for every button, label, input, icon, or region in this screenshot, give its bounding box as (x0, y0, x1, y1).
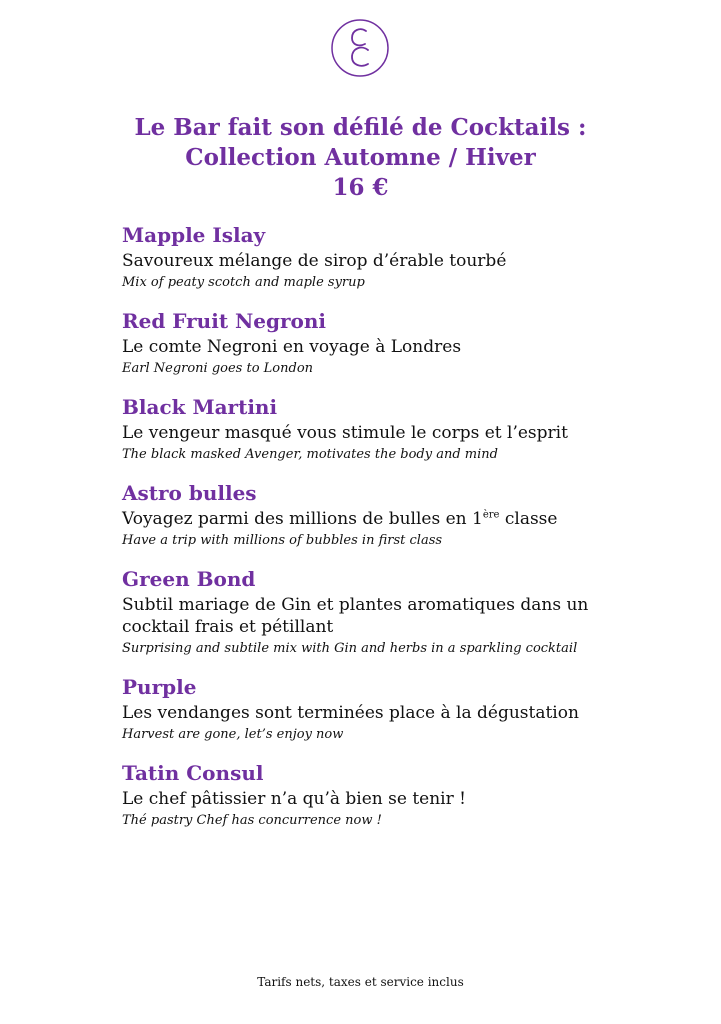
ordinal-suffix: ère (482, 509, 500, 521)
cocktail-description-en: Mix of peaty scotch and maple syrup (122, 275, 365, 290)
cocktail-item (122, 392, 602, 465)
cocktail-item (122, 672, 602, 745)
title-line-2: Collection Automne / Hiver (185, 144, 536, 171)
title-line-1: Le Bar fait son défilé de Cocktails : (134, 114, 587, 141)
cocktail-description-en: Earl Negroni goes to London (122, 361, 314, 376)
cc-monogram-logo (330, 18, 390, 78)
cocktail-name: Green Bond (122, 567, 256, 591)
cocktail-name: Purple (122, 675, 197, 699)
cocktail-item (122, 758, 602, 831)
cocktail-item (122, 478, 602, 551)
cocktail-description-fr (122, 508, 602, 530)
cocktail-name: Astro bulles (122, 481, 257, 505)
cocktail-description-en: Thé pastry Chef has concurrence now ! (122, 813, 382, 828)
cocktail-description-en: Harvest are gone, let’s enjoy now (122, 727, 344, 742)
cocktail-description-fr: Le vengeur masqué vous stimule le corps et l’esprit (122, 423, 568, 443)
cocktail-name: Black Martini (122, 395, 278, 419)
cocktail-description-fr: Savoureux mélange de sirop d’érable tourbé (122, 251, 507, 271)
cocktail-list (122, 220, 602, 844)
menu-title (0, 113, 721, 203)
cocktail-description-fr: Subtil mariage de Gin et plantes aromatiques dans un cocktail frais et pétillant (122, 595, 589, 637)
cocktail-description-fr: Le comte Negroni en voyage à Londres (122, 337, 462, 357)
cocktail-name: Mapple Islay (122, 223, 266, 247)
cocktail-item (122, 564, 602, 659)
cocktail-item (122, 306, 602, 379)
cocktail-item (122, 220, 602, 293)
description-text: classe (499, 509, 558, 529)
description-text: Voyagez parmi des millions de bulles en 1 (122, 509, 483, 529)
cocktail-description-fr: Le chef pâtissier n’a qu’à bien se tenir ! (122, 789, 466, 809)
cocktail-name: Red Fruit Negroni (122, 309, 327, 333)
price: 16 € (332, 174, 389, 201)
cocktail-description-en: The black masked Avenger, motivates the body and mind (122, 447, 498, 462)
cocktail-name: Tatin Consul (122, 761, 264, 785)
cocktail-description-en: Surprising and subtile mix with Gin and herbs in a sparkling cocktail (122, 641, 578, 656)
cocktail-description-en: Have a trip with millions of bubbles in first class (122, 533, 443, 548)
cocktail-description-fr: Les vendanges sont terminées place à la dégustation (122, 703, 579, 723)
footer-note: Tarifs nets, taxes et service inclus (257, 975, 464, 989)
